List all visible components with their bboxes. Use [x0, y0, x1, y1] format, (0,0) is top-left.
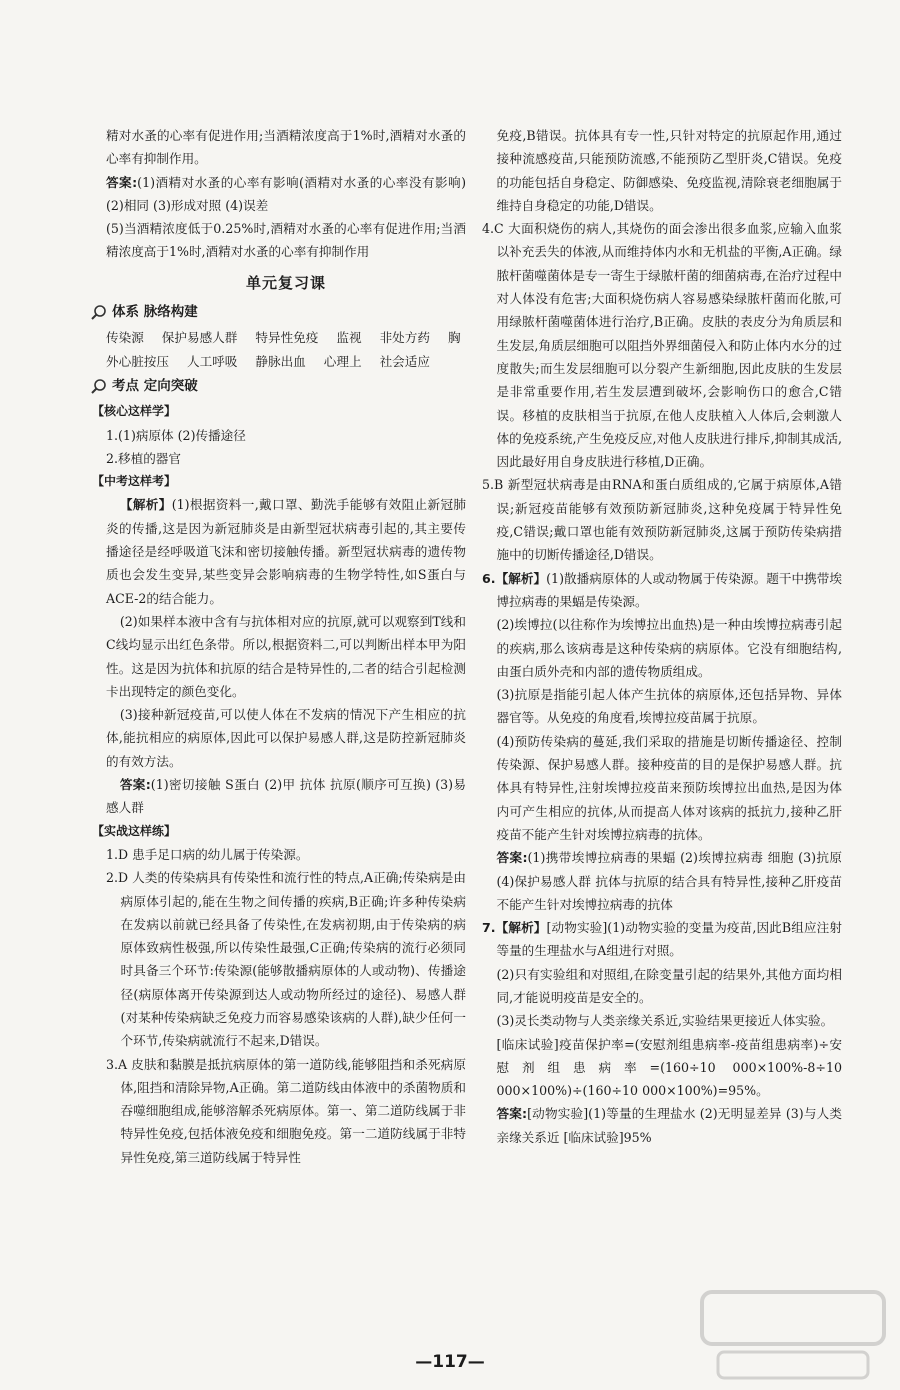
- answer-2: [106, 773, 466, 820]
- section-heading-points: [90, 375, 466, 398]
- analysis-paragraph: (3)接种新冠疫苗,可以使人体在不发病的情况下产生相应的抗体,能抗相应的病原体,因此可以保护易感人群,这是防控新冠肺炎的有效方法。: [106, 707, 466, 769]
- analysis-text: [动物实验](1)动物实验的变量为疫苗,因此B组应注射等量的生理盐水与A组进行对照。: [496, 920, 842, 959]
- section-heading-framework: [90, 301, 466, 324]
- section-title: 单元复习课: [245, 273, 326, 292]
- question-item: 5.B 新型冠状病毒是由RNA和蛋白质组成的,它属于病原体,A错误;新冠疫苗能够有效预防新冠肺炎,这种免疫属于特异性免疫,C错误;戴口罩也能有效预防新冠肺炎,这属于预防传染病措施中的切断传播途径,D错误。: [482, 477, 842, 563]
- analysis-label: 6.【解析】: [482, 570, 547, 586]
- magnifier-icon: [90, 304, 108, 322]
- question-item: [482, 916, 842, 963]
- paragraph: 精对水蚤的心率有促进作用;当酒精浓度高于1%时,酒精对水蚤的心率有抑制作用。: [106, 128, 466, 167]
- answer-label: 答案:: [496, 1106, 528, 1122]
- answer-1b: (5)当酒精浓度低于0.25%时,酒精对水蚤的心率有促进作用;当酒精浓度高于1%时,酒精对水蚤的心率有抑制作用: [106, 221, 466, 260]
- answer-text: (1)酒精对水蚤的心率有影响(酒精对水蚤的心率没有影响) (2)相同 (3)形成对照 (4)误差: [106, 174, 466, 213]
- question-item: 3.A 皮肤和黏膜是抵抗病原体的第一道防线,能够阻挡和杀死病原体,阻挡和清除异物,A正确。第二道防线由体液中的杀菌物质和吞噬细胞组成,能够溶解杀死病原体。第一、第二道防线属于非特异性免疫,包括体液免疫和细胞免疫。第一二道防线属于非特异性免疫,第三道防线属于特异性: [106, 1056, 466, 1165]
- analysis-paragraph: (3)抗原是指能引起人体产生抗体的病原体,还包括异物、异体器官等。从免疫的角度看,埃博拉疫苗属于抗原。: [496, 687, 842, 726]
- analysis-paragraph: [临床试验]疫苗保护率=(安慰剂组患病率-疫苗组患病率)÷安慰剂组患病率=(160÷10 000×100%-8÷10 000×100%)÷(160÷10 000×100%)=95%。: [496, 1036, 842, 1099]
- right-column: [482, 124, 842, 1149]
- bracket-heading: 【中考这样考】: [92, 474, 177, 489]
- section-heading-text: 考点 定向突破: [112, 377, 198, 394]
- keyword: 特异性免疫: [255, 330, 319, 346]
- keyword-list: [106, 326, 466, 373]
- answer-7: [482, 1102, 842, 1149]
- answer-label: 答案:: [106, 174, 138, 190]
- question-item: 4.C 大面积烧伤的病人,其烧伤的面会渗出很多血浆,应输入血浆以补充丢失的体液,从而维持体内水和无机盐的平衡,A正确。绿脓杆菌噬菌体是专一寄生于绿脓杆菌的细菌病毒,在治疗过程中对人体没有危害;大面积烧伤病人容易感染绿脓杆菌而化脓,可用绿脓杆菌噬菌体进行治疗,B正确。皮肤的表皮分为角质层和生发层,角质层细胞可以阻挡外界细菌侵入和防止体内水分的过度散失;而生发层细胞可以分裂产生新细胞,因此皮肤的生发层是非常重要作用,若生发层遭到破坏,会影响伤口的愈合,C错误。移植的皮肤相当于抗原,在他人皮肤植入人体后,会刺激人体的免疫系统,产生免疫反应,对他人皮肤进行排斥,抑制其成活,因此最好用自身皮肤进行移植,D正确。: [482, 221, 842, 470]
- analysis-paragraph: (2)埃博拉(以往称作为埃博拉出血热)是一种由埃博拉病毒引起的疾病,那么该病毒是这种传染病的病原体。它没有细胞结构,由蛋白质外壳和内部的遗传物质组成。: [496, 617, 842, 679]
- keyword: 人工呼吸: [186, 353, 238, 369]
- answer-label: 答案:: [496, 850, 528, 866]
- analysis-paragraph: (2)如果样本液中含有与抗体相对应的抗原,就可以观察到T线和C线均显示出红色条带。所以,根据资料二,可以判断出样本甲为阳性。这是因为抗体和抗原的结合是特异性的,二者的结合引起检测卡出现特定的颜色变化。: [106, 613, 466, 699]
- keyword: 非处方药: [379, 330, 430, 346]
- analysis-text: (1)根据资料一,戴口罩、勤洗手能够有效阻止新冠肺炎的传播,这是因为新冠肺炎是由新型冠状病毒引起的,其主要传播途径是经呼吸道飞沫和密切接触传播。新型冠状病毒的遗传物质也会发生变异,某些变异会影响病毒的生物学特性,如S蛋白与ACE-2的结合能力。: [106, 497, 467, 606]
- analysis-text: (1)散播病原体的人或动物属于传染源。题干中携带埃博拉病毒的果蝠是传染源。: [496, 570, 842, 609]
- section-heading-text: 体系 脉络构建: [112, 304, 198, 321]
- keyword: 保护易感人群: [161, 330, 238, 346]
- answer-text: (1)密切接触 S蛋白 (2)甲 抗体 抗原(顺序可互换) (3)易感人群: [106, 777, 466, 816]
- analysis-paragraph: (2)只有实验组和对照组,在除变量引起的结果外,其他方面均相同,才能说明疫苗是安全的。: [496, 966, 842, 1005]
- keyword: 社会适应: [379, 353, 430, 369]
- answer-text: (1)携带埃博拉病毒的果蝠 (2)埃博拉病毒 细胞 (3)抗原 (4)保护易感人群 抗体与抗原的结合具有特异性,接种乙肝疫苗不能产生针对埃博拉病毒的抗体: [496, 850, 842, 912]
- analysis-paragraph: [106, 493, 466, 609]
- question-item: [482, 567, 842, 614]
- question-item: 2.D 人类的传染病具有传染性和流行性的特点,A正确;传染病是由病原体引起的,能在生物之间传播的疾病,B正确;许多种传染病在发病以前就已经具备了传染性,在发病初期,由于传染病的病原体致病性极强,所以传染性最强,C正确;传染病的流行必须同时具备三个环节:传染源(能够散播病原体的人或动物)、传播途径(病原体离开传染源到达人或动物所经过的途径)、易感人群(对某种传染病缺乏免疫力而容易感染该病的人群),缺少任何一个环节,传染病就流行不起来,D错误。: [106, 870, 466, 1049]
- list-item: 2.移植的器官: [106, 450, 181, 466]
- answer-text: [动物实验](1)等量的生理盐水 (2)无明显差异 (3)与人类亲缘关系近 [临床试验]95%: [496, 1106, 842, 1145]
- keyword: 监视: [336, 330, 362, 346]
- analysis-paragraph: (3)灵长类动物与人类亲缘关系近,实验结果更接近人体实验。: [496, 1013, 834, 1029]
- bracket-heading: 【核心这样学】: [92, 404, 177, 419]
- page-number: —117—: [415, 1352, 485, 1372]
- keyword: 胸外心脏按压: [106, 330, 461, 369]
- paragraph: 免疫,B错误。抗体具有专一性,只针对特定的抗原起作用,通过接种流感疫苗,只能预防流感,不能预防乙型肝炎,C错误。免疫的功能包括自身稳定、防御感染、免疫监视,清除衰老细胞属于维持自身稳定的功能,D错误。: [496, 128, 842, 213]
- question-item: 1.D 患手足口病的幼儿属于传染源。: [106, 846, 309, 862]
- analysis-label: 【解析】: [119, 497, 172, 513]
- keyword: 传染源: [106, 330, 144, 346]
- bracket-heading: 【实战这样练】: [92, 823, 177, 838]
- left-column: [92, 124, 467, 1169]
- keyword: 静脉出血: [255, 353, 306, 369]
- analysis-label: 7.【解析】: [482, 920, 547, 936]
- keyword: 心理上: [323, 353, 362, 369]
- list-item: 1.(1)病原体 (2)传播途径: [106, 427, 246, 443]
- answer-1: [106, 171, 466, 218]
- answer-6: [482, 846, 842, 916]
- answer-label: 答案:: [119, 777, 151, 793]
- magnifier-icon: [90, 378, 108, 396]
- analysis-paragraph: (4)预防传染病的蔓延,我们采取的措施是切断传播途径、控制传染源、保护易感人群。接种疫苗的目的是保护易感人群。抗体具有特异性,注射埃博拉疫苗来预防埃博拉出血热,是因为体内可产生相应的抗体,从而提高人体对该病的抵抗力,接种乙肝疫苗不能产生针对埃博拉病毒的抗体。: [496, 733, 842, 842]
- watermark-logo: [698, 1288, 888, 1384]
